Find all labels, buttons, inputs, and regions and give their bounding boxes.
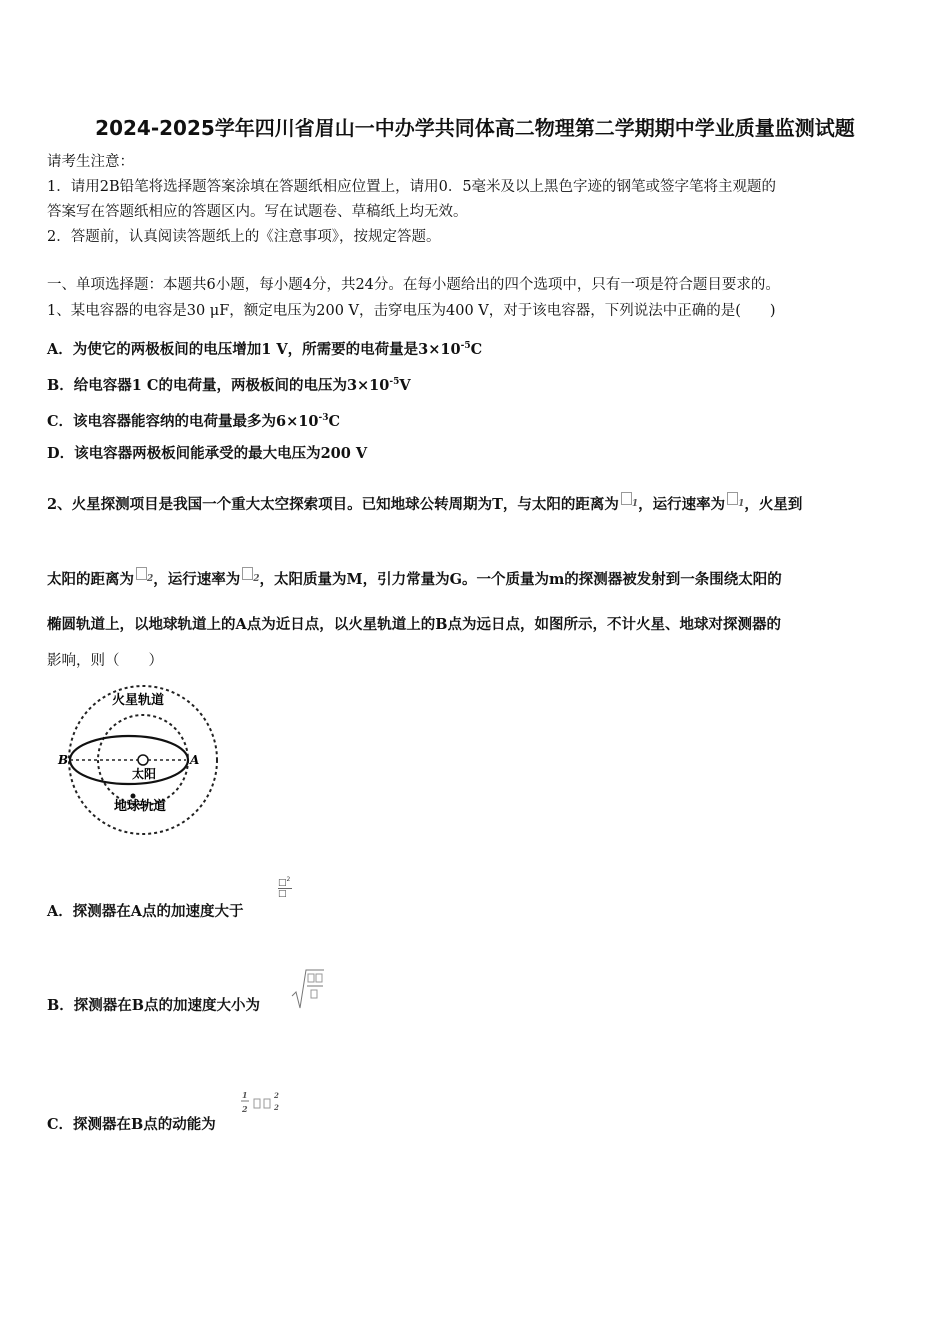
r2-sub: 2 [147,574,154,584]
q1-c-text: 该电容器能容纳的电荷量最多为6×10 [73,412,319,430]
sun-icon [138,755,148,765]
orbit-diagram [52,680,222,840]
q2-line-3 [47,616,781,634]
q1-a-label: A． [47,340,73,358]
point-b-label: B [58,753,69,767]
r1-sub: 1 [631,499,639,509]
q2-line-1b: ，运行速率为 [638,496,726,513]
svg-text:2: 2 [274,1103,279,1112]
earth-dot-icon [131,794,136,799]
q1-option-c [47,409,340,431]
q1-b-exp: -5 [389,377,400,387]
q2-c-label: C． [47,1116,74,1133]
section-heading: 一、单项选择题：本题共6小题，每小题4分，共24分。在每小题给出的四个选项中，只有一项是符合题目要求的。 [47,277,780,293]
q1-stem-text: 1、某电容器的电容是30 μF，额定电压为200 V，击穿电压为400 V，对于该电容器，下列说法中正确的是( ) [47,303,776,319]
notice-line-2: 2．答题前，认真阅读答题纸上的《注意事项》，按规定答题。 [47,229,441,245]
q1-b-text: 给电容器1 C的电荷量，两极板间的电压为3×10 [73,376,390,394]
transfer-ellipse [70,736,188,784]
q2-a-label: A． [47,903,73,920]
svg-text:2: 2 [274,1091,279,1100]
r2-placeholder-icon [136,567,147,580]
q2-line-1c: ，火星到 [744,496,803,513]
point-a-label: A [190,753,200,767]
v1-sub: 1 [738,499,745,509]
q1-c-exp: -3 [318,413,329,423]
svg-text:2: 2 [242,1104,248,1114]
q2-line-2a: 太阳的距离为 [47,571,134,588]
svg-text:1: 1 [242,1090,248,1100]
notice-line-1: 1．请用2B铅笔将选择题答案涂填在答题纸相应位置上，请用0．5毫米及以上黑色字迹的钢笔或签字笔将主观题的 [47,179,777,195]
formula-c-icon [240,1088,288,1118]
q2-b-label: B． [47,997,74,1014]
q1-a-text: 为使它的两极板间的电压增加1 V，所需要的电荷量是3×10 [72,340,461,358]
q2-line-2 [47,567,782,589]
formula-a-icon: □$^2$ □ [278,876,291,899]
q2-option-c [47,1116,216,1134]
q2-option-b [47,997,260,1015]
q2-line-1 [47,492,802,514]
q2-line-2c: ，太阳质量为M，引力常量为G。一个质量为m的探测器被发射到一条围绕太阳的 [259,571,782,588]
q2-c-text: 探测器在B点的动能为 [73,1116,216,1133]
q1-a-exp: -5 [460,341,471,351]
q2-option-a [47,903,244,921]
formula-b-icon [290,966,326,1012]
q2-line-2b: ，运行速率为 [153,571,241,588]
q1-d-label: D． [47,445,75,462]
q2-line-4-text: 影响，则（ ） [47,653,163,669]
q2-line-4 [47,652,163,670]
q1-option-a [47,337,482,359]
q2-line-3-text: 椭圆轨道上，以地球轨道上的A点为近日点，以火星轨道上的B点为远日点，如图所示，不计火星、地球对探测器的 [47,616,782,633]
earth-orbit-label: 地球轨道 [114,799,167,814]
q1-d-text: 该电容器两极板间能承受的最大电压为200 V [74,445,368,462]
q1-b-label: B． [47,376,74,394]
q2-line-1a: 2、火星探测项目是我国一个重大太空探索项目。已知地球公转周期为T，与太阳的距离为 [47,496,619,513]
q1-c-unit: C [328,412,341,430]
mars-orbit-label: 火星轨道 [112,693,165,708]
notice-line-1b: 答案写在答题纸相应的答题区内。写在试题卷、草稿纸上均无效。 [47,204,468,220]
q1-c-label: C． [47,412,74,430]
sun-label: 太阳 [132,767,157,781]
v2-placeholder-icon [242,567,253,580]
q2-b-text: 探测器在B点的加速度大小为 [73,997,261,1014]
q1-option-d [47,445,367,463]
q2-a-text: 探测器在A点的加速度大于 [72,903,244,920]
q1-stem [47,302,776,320]
q1-option-b [47,373,411,395]
v2-sub: 2 [253,574,260,584]
q1-b-unit: V [399,376,411,394]
q1-a-unit: C [470,340,483,358]
page-title: 2024-2025学年四川省眉山一中办学共同体高二物理第二学期期中学业质量监测试题 [95,116,855,140]
notice-heading: 请考生注意： [47,154,134,170]
r1-placeholder-icon [621,492,632,505]
v1-placeholder-icon [727,492,738,505]
